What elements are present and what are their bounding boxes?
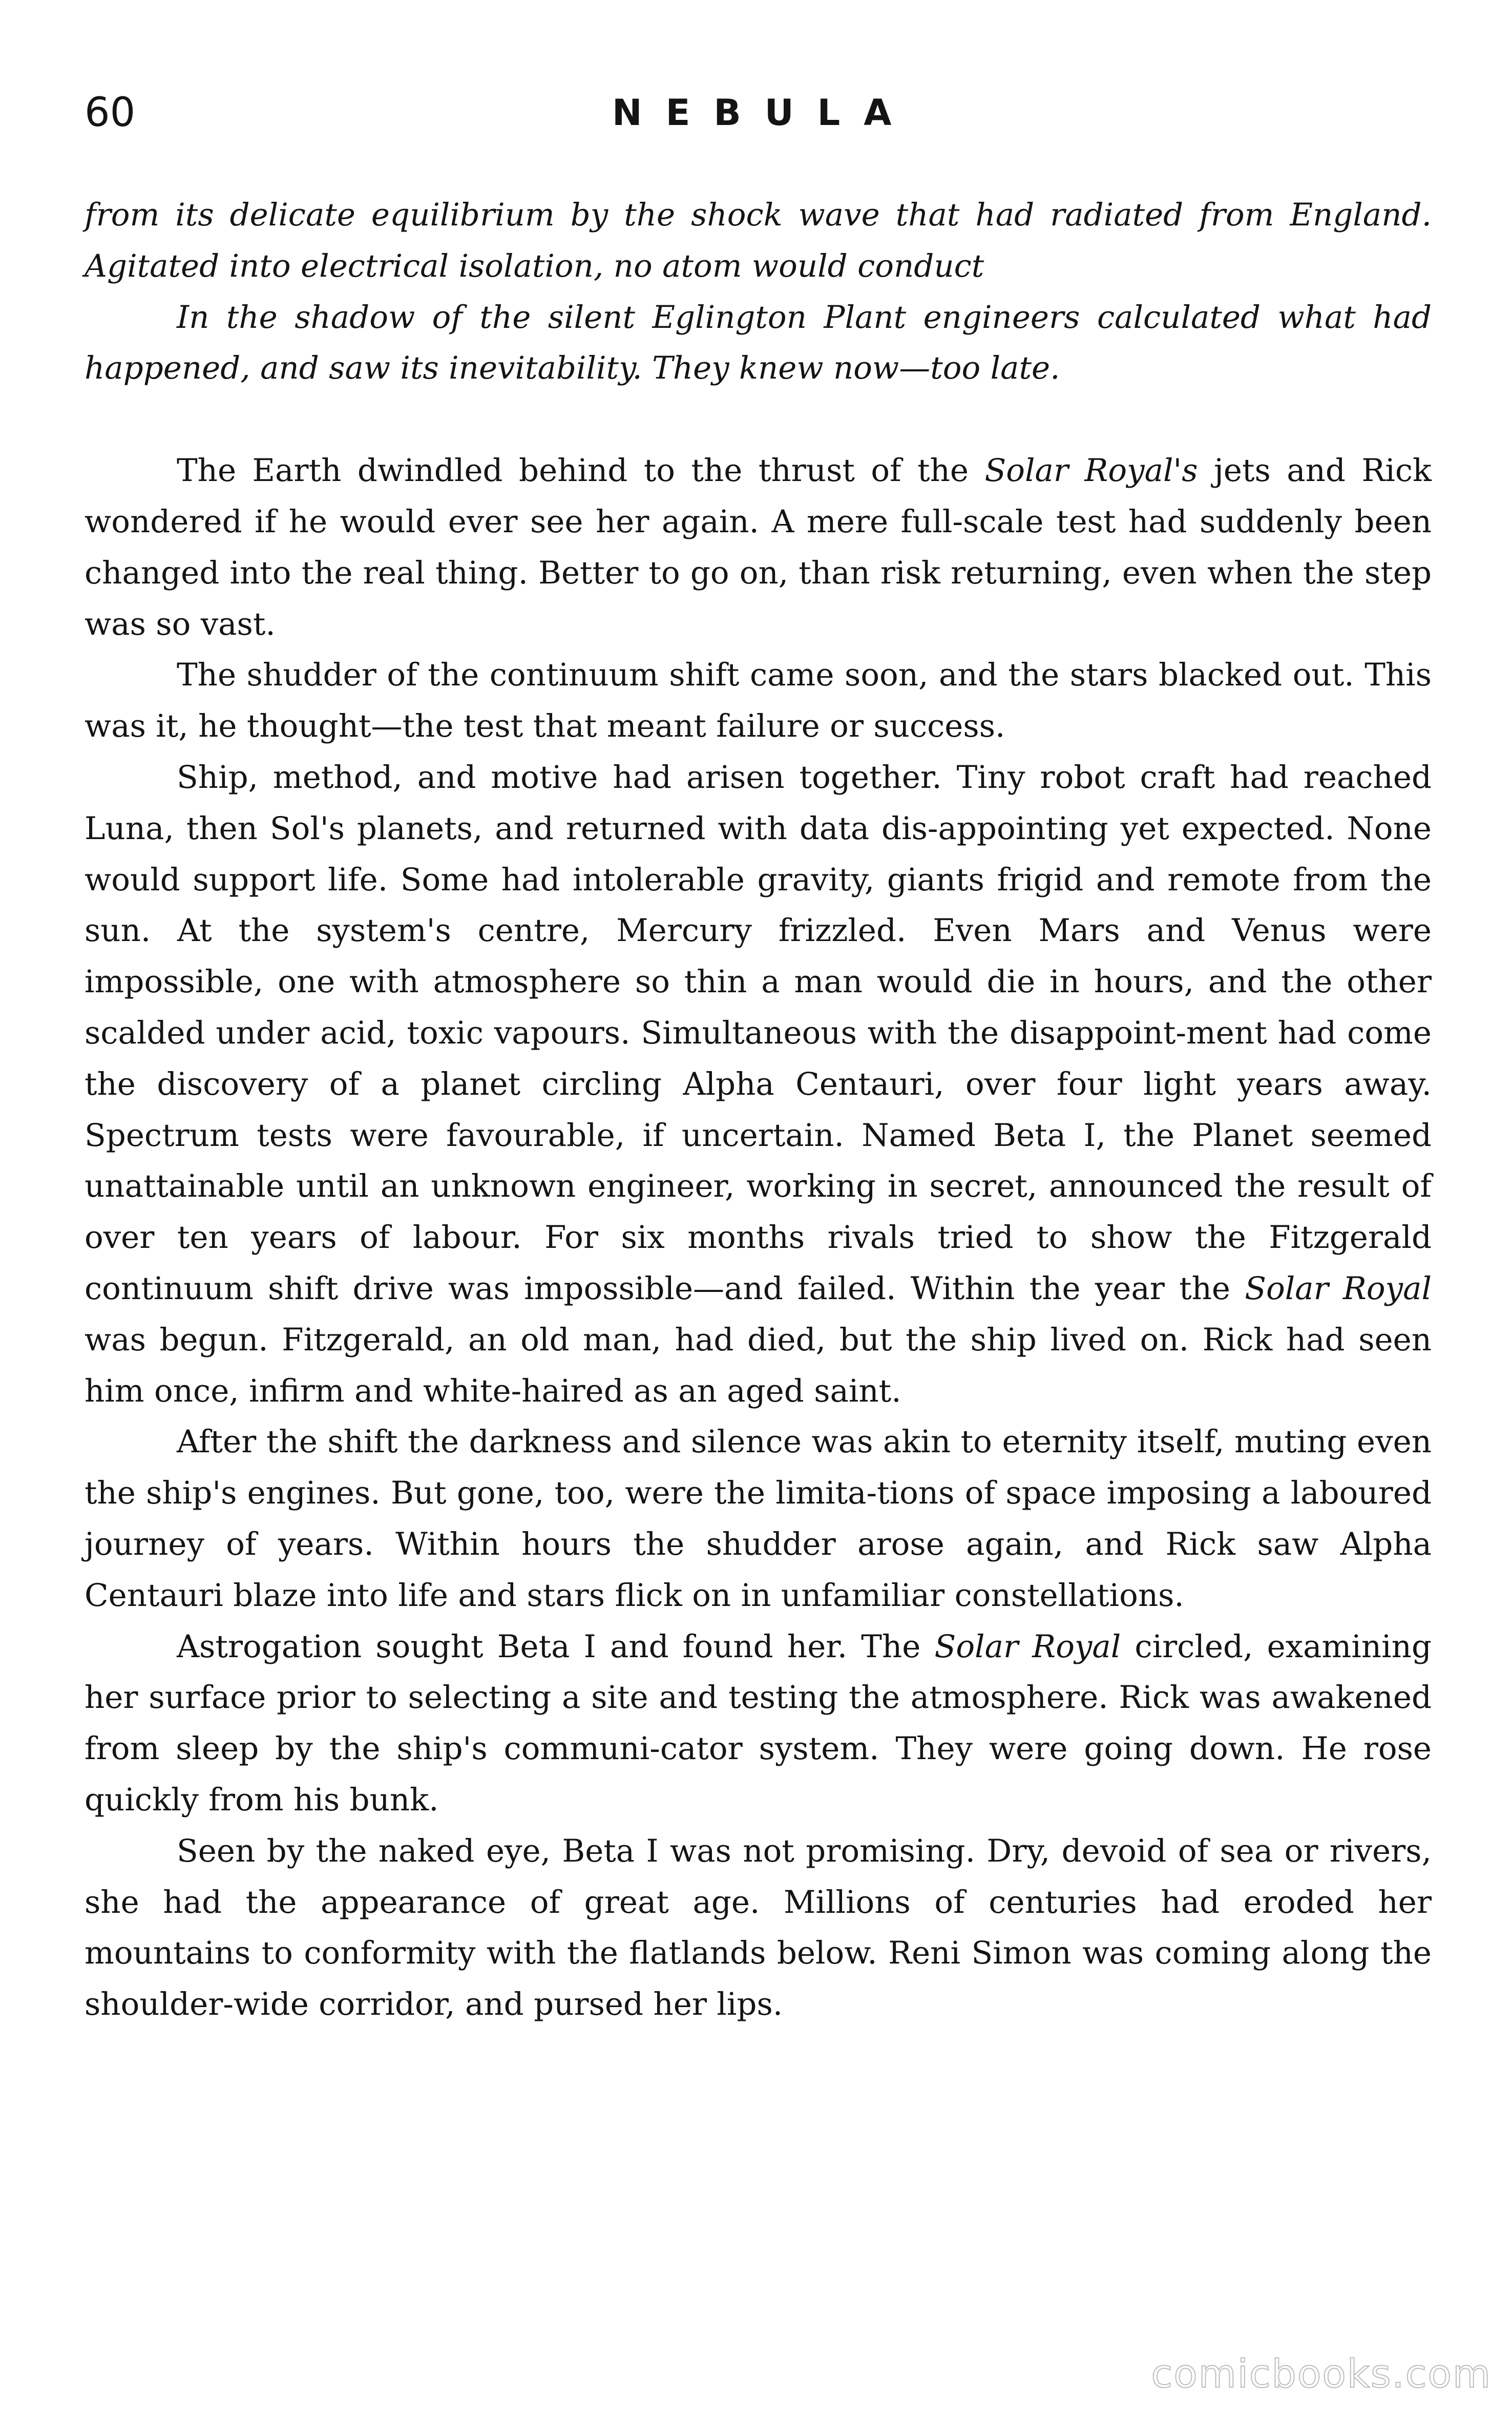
text-run: was begun. Fitzgerald, an old man, had died, but the ship lived on. Rick had seen him once, infirm and white-haired as an aged saint. [85,1321,1432,1409]
narrative [85,445,1432,2030]
page-number: 60 [85,90,136,136]
ship-name: Solar Royal's [984,452,1198,489]
paragraph: Seen by the naked eye, Beta I was not promising. Dry, devoid of sea or rivers, she had the appearance of great age. Millions of centuries had eroded her mountains to conformity with the flatlands below. Reni Simon was coming along the shoulder-wide corridor, and pursed her lips. [85,1832,1432,2023]
italic-intro-paragraph: from its delicate equilibrium by the shock wave that had radiated from England. Agitated into electrical isolation, no atom would conduct [85,197,1432,284]
running-title: NEBULA [612,92,915,134]
page-header [85,77,1432,149]
ship-name: Solar Royal [1245,1270,1432,1307]
text-run: Astrogation sought Beta I and found her. The [177,1628,935,1665]
text-run: The Earth dwindled behind to the thrust of the [177,452,985,489]
text-run: Ship, method, and motive had arisen together. Tiny robot craft had reached Luna, then Sol's planets, and returned with data dis-appointing yet expected. None would support life. Some had intolerable gravity, giants frigid and remote from the sun. At the system's centre, Mercury frizzled. Even Mars and Venus were impossible, one with atmosphere so thin a man would die in hours, and the other scalded under acid, toxic vapours. Simultaneous with the disappoint-ment had come the discovery of a planet circling Alpha Centauri, over four light years away. Spectrum tests were favourable, if uncertain. Named Beta I, the Planet seemed unattainable until an unknown engineer, working in secret, announced the result of over ten years of labour. For six months rivals tried to show the Fitzgerald continuum shift drive was impossible—and failed. Within the year the [85,759,1432,1307]
paragraph [85,752,1432,1416]
text-run: circled, examining her surface prior to selecting a site and testing the atmosphere. Rick was awakened from sleep by the ship's communi-cator system. They were going down. He rose quickly from his bunk. [85,1628,1432,1818]
ship-name: Solar Royal [934,1628,1121,1665]
paragraph: After the shift the darkness and silence was akin to eternity itself, muting even the ship's engines. But gone, too, were the limita-tions of space imposing a laboured journey of years. Within hours the shudder arose again, and Rick saw Alpha Centauri blaze into life and stars flick on in unfamiliar constellations. [85,1424,1432,1614]
paragraph [85,1621,1432,1826]
paragraph: The shudder of the continuum shift came soon, and the stars blacked out. This was it, he thought—the test that meant failure or success. [85,657,1432,745]
italic-intro-paragraph: In the shadow of the silent Eglington Plant engineers calculated what had happened, and saw its inevitability. They knew now—too late. [85,299,1432,387]
italic-intro [85,190,1432,394]
paragraph [85,445,1432,650]
watermark: comicbooks.com [1151,2351,1492,2396]
text-run: jets and Rick wondered if he would ever see her again. A mere full-scale test had suddenly been changed into the real thing. Better to go on, than risk returning, even when the step was so vast. [85,452,1432,642]
page-body [85,190,1432,2030]
